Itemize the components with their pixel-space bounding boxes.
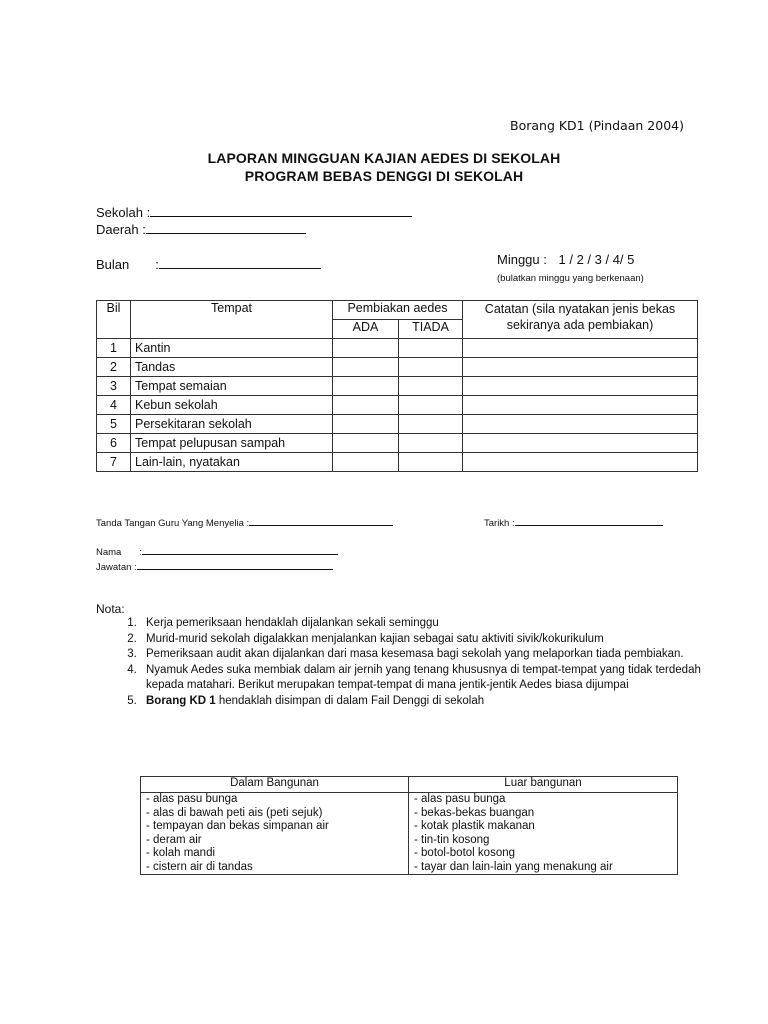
- luar-bangunan-item: - kotak plastik makanan: [414, 820, 535, 832]
- row-tiada-cell[interactable]: [399, 377, 463, 396]
- minggu-options[interactable]: 1 / 2 / 3 / 4/ 5: [558, 252, 635, 267]
- note-text: Murid-murid sekolah digalakkan menjalankan kajian sebagai satu aktiviti sivik/kokurikulum: [146, 632, 604, 645]
- jawatan-line[interactable]: [137, 560, 333, 570]
- note-item: [140, 632, 740, 648]
- row-ada-cell[interactable]: [333, 434, 399, 453]
- row-catatan-cell[interactable]: [463, 377, 698, 396]
- form-reference: Borang KD1 (Pindaan 2004): [510, 118, 684, 133]
- bulan-label: Bulan: [96, 257, 130, 272]
- row-catatan-cell[interactable]: [463, 358, 698, 377]
- title-line-1: LAPORAN MINGGUAN KAJIAN AEDES DI SEKOLAH: [207, 150, 561, 166]
- dalam-bangunan-item: - alas di bawah peti ais (peti sejuk): [146, 806, 323, 819]
- table-row: [97, 358, 698, 377]
- minggu-label: Minggu :: [497, 252, 547, 267]
- jawatan-field[interactable]: [96, 560, 333, 573]
- luar-bangunan-item: - bekas-bekas buangan: [414, 806, 535, 819]
- table-row: [97, 396, 698, 415]
- row-ada-cell[interactable]: [333, 415, 399, 434]
- row-tiada-cell[interactable]: [399, 434, 463, 453]
- notes-list: [96, 616, 740, 709]
- dalam-bangunan-list: [141, 793, 409, 875]
- header-ada: ADA: [333, 320, 399, 339]
- row-ada-cell[interactable]: [333, 396, 399, 415]
- header-bil: Bil: [97, 301, 131, 339]
- row-bil: 6: [97, 434, 131, 453]
- table-row: [97, 415, 698, 434]
- row-tiada-cell[interactable]: [399, 415, 463, 434]
- row-tempat: Tandas: [131, 358, 333, 377]
- row-tempat: Tempat pelupusan sampah: [131, 434, 333, 453]
- jawatan-label: Jawatan :: [96, 562, 137, 573]
- sekolah-field[interactable]: [96, 204, 412, 220]
- row-tempat: Lain-lain, nyatakan: [131, 453, 333, 472]
- note-item: [140, 663, 740, 694]
- dalam-bangunan-item: - kolah mandi: [146, 847, 216, 859]
- note-item: [140, 694, 740, 710]
- daerah-label: Daerah :: [96, 222, 146, 237]
- header-catatan: Catatan (sila nyatakan jenis bekas sekiranya ada pembiakan): [463, 301, 698, 339]
- row-catatan-cell[interactable]: [463, 396, 698, 415]
- nama-field[interactable]: [96, 545, 338, 558]
- luar-bangunan-item: - tin-tin kosong: [414, 833, 490, 846]
- minggu-field: [497, 252, 634, 267]
- row-bil: 4: [97, 396, 131, 415]
- tarikh-label: Tarikh :: [484, 518, 515, 529]
- luar-bangunan-list: [409, 793, 678, 875]
- sekolah-label: Sekolah :: [96, 205, 151, 220]
- row-tempat: Tempat semaian: [131, 377, 333, 396]
- row-ada-cell[interactable]: [333, 377, 399, 396]
- luar-bangunan-item: - alas pasu bunga: [414, 793, 506, 805]
- row-bil: 5: [97, 415, 131, 434]
- sekolah-line[interactable]: [150, 204, 412, 217]
- header-tempat: Tempat: [131, 301, 333, 339]
- nama-line[interactable]: [142, 545, 338, 555]
- dalam-bangunan-item: - cistern air di tandas: [146, 860, 253, 873]
- note-item: [140, 616, 740, 632]
- row-tiada-cell[interactable]: [399, 339, 463, 358]
- dalam-bangunan-item: - deram air: [146, 833, 202, 846]
- inspection-table: [96, 300, 698, 472]
- row-bil: 3: [97, 377, 131, 396]
- table-row: [97, 339, 698, 358]
- table-row: [97, 377, 698, 396]
- row-ada-cell[interactable]: [333, 453, 399, 472]
- luar-bangunan-item: - botol-botol kosong: [414, 847, 516, 859]
- row-bil: 1: [97, 339, 131, 358]
- row-tempat: Kebun sekolah: [131, 396, 333, 415]
- dalam-bangunan-item: - alas pasu bunga: [146, 793, 238, 805]
- note-text: Kerja pemeriksaan hendaklah dijalankan sekali seminggu: [146, 617, 439, 629]
- header-pembiakan: Pembiakan aedes: [333, 301, 463, 320]
- row-bil: 7: [97, 453, 131, 472]
- tarikh-field[interactable]: [484, 516, 663, 529]
- daerah-field[interactable]: [96, 221, 306, 237]
- row-ada-cell[interactable]: [333, 339, 399, 358]
- bulan-colon: :: [155, 257, 159, 272]
- row-bil: 2: [97, 358, 131, 377]
- note-text: hendaklah disimpan di dalam Fail Denggi di sekolah: [215, 694, 485, 707]
- nama-label: Nama: [96, 547, 122, 558]
- bulan-field[interactable]: [96, 256, 321, 272]
- table-row: [97, 453, 698, 472]
- note-item: [140, 647, 740, 663]
- row-tempat: Persekitaran sekolah: [131, 415, 333, 434]
- row-tiada-cell[interactable]: [399, 453, 463, 472]
- row-catatan-cell[interactable]: [463, 434, 698, 453]
- nota-heading: Nota:: [96, 602, 125, 616]
- note-bold-text: Borang KD 1: [146, 694, 216, 707]
- minggu-note: (bulatkan minggu yang berkenaan): [497, 273, 644, 284]
- note-text: Nyamuk Aedes suka membiak dalam air jernih yang tenang khususnya di tempat-tempat yang tidak terdedah kepada matahari. Berikut merupakan tempat-tempat di mana jentik-jentik Aedes biasa dijumpai: [146, 663, 701, 691]
- table-row: [97, 434, 698, 453]
- header-tiada: TIADA: [399, 320, 463, 339]
- bulan-line[interactable]: [159, 256, 321, 269]
- row-catatan-cell[interactable]: [463, 453, 698, 472]
- nama-colon: :: [139, 547, 142, 558]
- row-catatan-cell[interactable]: [463, 339, 698, 358]
- signature-line[interactable]: [249, 516, 393, 526]
- dalam-bangunan-item: - tempayan dan bekas simpanan air: [146, 820, 329, 832]
- signature-field[interactable]: [96, 516, 393, 529]
- row-tempat: Kantin: [131, 339, 333, 358]
- row-tiada-cell[interactable]: [399, 358, 463, 377]
- tarikh-line[interactable]: [515, 516, 663, 526]
- signature-label: Tanda Tangan Guru Yang Menyelia :: [96, 518, 250, 529]
- note-text: Pemeriksaan audit akan dijalankan dari masa kesemasa bagi sekolah yang melaporkan tiada pembiakan.: [146, 648, 684, 660]
- breeding-places-table: [140, 776, 678, 875]
- title-line-2: PROGRAM BEBAS DENGGI DI SEKOLAH: [244, 168, 524, 184]
- header-dalam-bangunan: Dalam Bangunan: [141, 777, 409, 793]
- luar-bangunan-item: - tayar dan lain-lain yang menakung air: [414, 860, 613, 873]
- header-luar-bangunan: Luar bangunan: [409, 777, 678, 793]
- row-ada-cell[interactable]: [333, 358, 399, 377]
- row-catatan-cell[interactable]: [463, 415, 698, 434]
- row-tiada-cell[interactable]: [399, 396, 463, 415]
- daerah-line[interactable]: [146, 221, 306, 234]
